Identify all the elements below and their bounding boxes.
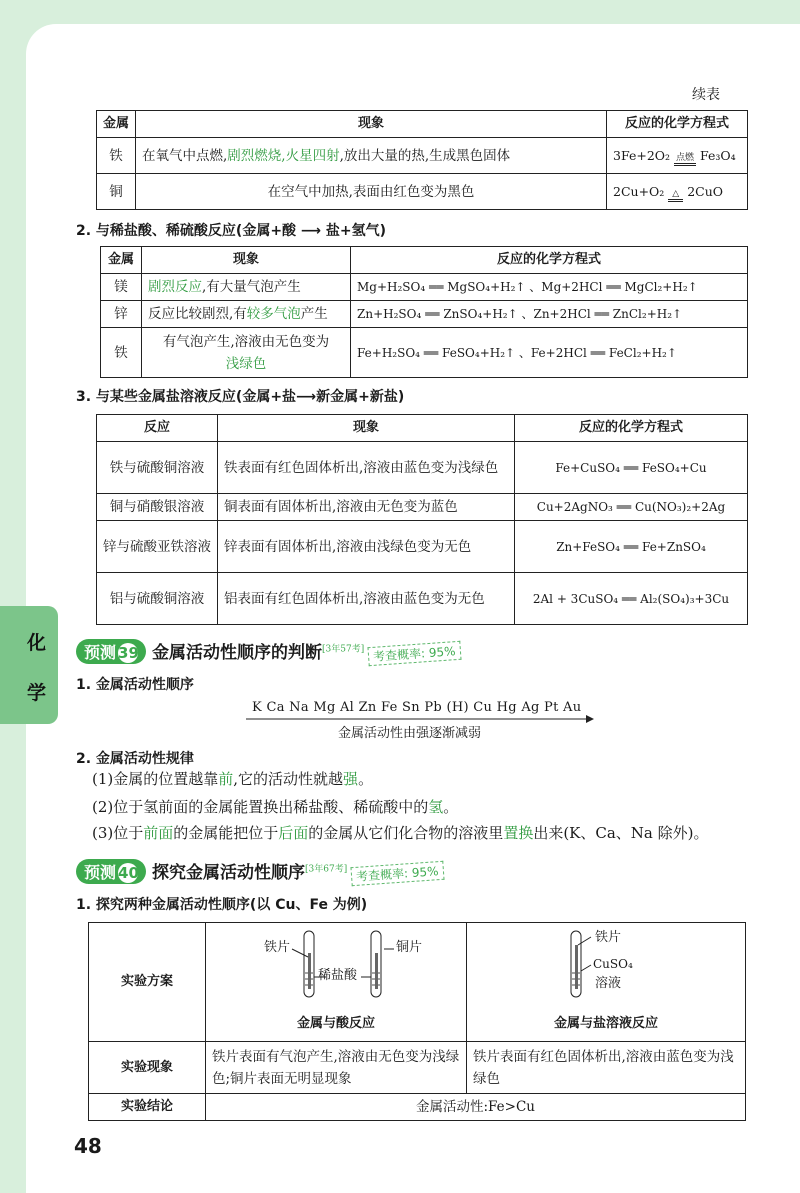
continued-label: 续表 <box>692 87 720 103</box>
cell-equation: Fe+CuSO₄ ══ FeSO₄+Cu <box>515 442 748 494</box>
text: ,放出大量的热,生成黑色固体 <box>339 147 511 164</box>
text: 。 <box>443 798 459 816</box>
highlight-text: 剧烈反应 <box>148 279 202 295</box>
activity-series-heading: 1. 金属活动性顺序 <box>76 677 194 693</box>
cell-equation: Zn+FeSO₄ ══ Fe+ZnSO₄ <box>515 521 748 573</box>
table-header: 反应 <box>97 415 218 442</box>
table-oxygen-reactions <box>96 110 748 210</box>
cell-reaction: 铜与硝酸银溶液 <box>97 494 218 521</box>
text: 反应比较剧烈,有 <box>148 306 247 322</box>
eq-left: 2Cu+O₂ <box>613 183 665 199</box>
activity-series: K Ca Na Mg Al Zn Fe Sn Pb (H) Cu Hg Ag Pt Au <box>252 700 582 715</box>
prediction-title: 探究金属活动性顺序 <box>152 863 306 883</box>
table-row <box>97 573 748 625</box>
subject-char-1: 化 <box>27 632 47 654</box>
table-header: 现象 <box>142 247 351 274</box>
table-row <box>101 274 748 301</box>
solution-label: 溶液 <box>595 976 622 991</box>
highlight-text: 氢 <box>428 798 444 816</box>
cell-phenomenon: 铁表面有红色固体析出,溶液由蓝色变为浅绿色 <box>218 442 515 494</box>
section-3-heading: 3. 与某些金属盐溶液反应(金属+盐⟶新金属+新盐) <box>76 389 405 405</box>
table-header: 反应的化学方程式 <box>515 415 748 442</box>
cell-phenomenon: 铁片表面有红色固体析出,溶液由蓝色变为浅绿色 <box>467 1042 746 1094</box>
badge-label: 预测 <box>84 643 117 662</box>
highlight-text: 强 <box>343 770 359 788</box>
table-row <box>97 138 748 174</box>
cell-reaction: 锌与硫酸亚铁溶液 <box>97 521 218 573</box>
badge-label: 预测 <box>84 863 117 882</box>
prediction-badge <box>76 859 146 884</box>
rule-2 <box>92 796 458 817</box>
explore-heading: 1. 探究两种金属活动性顺序(以 Cu、Fe 为例) <box>76 897 368 913</box>
highlight-text: 浅绿色 <box>225 355 267 372</box>
cell-phenomenon <box>136 138 607 174</box>
subject-tab <box>0 606 58 724</box>
eq-right: Fe₃O₄ <box>700 147 736 163</box>
text: (1)金属的位置越靠 <box>92 770 219 788</box>
cell-equation <box>607 138 748 174</box>
row-label: 实验方案 <box>89 923 206 1042</box>
highlight-text: 后面 <box>278 824 309 842</box>
rule-3 <box>92 822 709 843</box>
text: (3)位于 <box>92 824 144 842</box>
highlight-text: 剧烈燃烧,火星四射 <box>227 147 340 164</box>
highlight-text: 置换 <box>503 824 534 842</box>
table-row <box>101 328 748 378</box>
cell-equation: 2Al + 3CuSO₄ ══ Al₂(SO₄)₃+3Cu <box>515 573 748 625</box>
subject-char-2: 学 <box>27 682 47 704</box>
cell-equation: Zn+H₂SO₄ ══ ZnSO₄+H₂↑ 、Zn+2HCl ══ ZnCl₂+H₂↑ <box>351 301 748 328</box>
cell-reaction: 铁与硫酸铜溶液 <box>97 442 218 494</box>
exam-frequency: [3年67考] <box>305 864 348 875</box>
table-row <box>89 1042 746 1094</box>
rule-1 <box>92 768 373 789</box>
cell-phenomenon <box>142 274 351 301</box>
cell-metal: 铁 <box>101 328 142 378</box>
experiment-table <box>88 922 746 1121</box>
activity-rules-heading: 2. 金属活动性规律 <box>76 751 194 767</box>
table-row <box>97 174 748 210</box>
cell-phenomenon: 铜表面有固体析出,溶液由无色变为蓝色 <box>218 494 515 521</box>
prediction-39-header <box>76 638 461 664</box>
cell-phenomenon: 铝表面有红色固体析出,溶液由蓝色变为无色 <box>218 573 515 625</box>
text: 的金属从它们化合物的溶液里 <box>308 824 504 842</box>
cell-phenomenon: 在空气中加热,表面由红色变为黑色 <box>136 174 607 210</box>
prediction-40-header <box>76 858 444 884</box>
text: 出来(K、Ca、Na 除外)。 <box>533 824 709 842</box>
badge-number: 39 <box>118 644 139 662</box>
text: 在氧气中点燃, <box>142 147 228 164</box>
iron-label: 铁片 <box>264 940 291 955</box>
prediction-title: 金属活动性顺序的判断 <box>152 643 323 663</box>
row-label: 实验现象 <box>89 1042 206 1094</box>
page-number: 48 <box>74 1134 102 1158</box>
table-row <box>97 521 748 573</box>
cell-reaction: 铝与硫酸铜溶液 <box>97 573 218 625</box>
highlight-text: 前面 <box>143 824 174 842</box>
right-diagram-cell <box>467 923 746 1042</box>
cell-phenomenon: 铁片表面有气泡产生,溶液由无色变为浅绿色;铜片表面无明显现象 <box>206 1042 467 1094</box>
exam-probability-stamp: 考查概率: 95% <box>351 861 445 886</box>
cell-equation <box>607 174 748 210</box>
activity-caption: 金属活动性由强逐渐减弱 <box>338 726 482 741</box>
table-header: 反应的化学方程式 <box>351 247 748 274</box>
exam-frequency: [3年57考] <box>322 644 365 655</box>
text: ,有大量气泡产生 <box>202 279 301 295</box>
text: (2)位于氢前面的金属能置换出稀盐酸、稀硫酸中的 <box>92 798 429 816</box>
table-row <box>89 1094 746 1121</box>
table-acid-reactions <box>100 246 748 378</box>
table-header: 现象 <box>218 415 515 442</box>
badge-number: 40 <box>118 864 139 882</box>
eq-left: 3Fe+2O₂ <box>613 147 671 163</box>
salt-label: CuSO₄ <box>593 957 633 971</box>
table-salt-reactions <box>96 414 748 625</box>
table-row <box>89 923 746 1042</box>
left-caption: 金属与酸反应 <box>296 1016 375 1031</box>
text: 的金属能把位于 <box>173 824 279 842</box>
cell-equation: Mg+H₂SO₄ ══ MgSO₄+H₂↑ 、Mg+2HCl ══ MgCl₂+H₂↑ <box>351 274 748 301</box>
cell-equation: Fe+H₂SO₄ ══ FeSO₄+H₂↑ 、Fe+2HCl ══ FeCl₂+H₂↑ <box>351 328 748 378</box>
exam-probability-stamp: 考查概率: 95% <box>368 641 462 666</box>
cell-phenomenon <box>142 301 351 328</box>
eq-condition: △ <box>668 189 683 202</box>
copper-label: 铜片 <box>396 940 423 955</box>
text: ,它的活动性就越 <box>233 770 344 788</box>
text: 有气泡产生,溶液由无色变为 <box>162 333 330 350</box>
table-header: 金属 <box>97 111 136 138</box>
section-2-heading: 2. 与稀盐酸、稀硫酸反应(金属+酸 ⟶ 盐+氢气) <box>76 223 387 239</box>
right-caption: 金属与盐溶液反应 <box>553 1016 658 1031</box>
left-diagram-cell <box>206 923 467 1042</box>
cell-metal: 锌 <box>101 301 142 328</box>
table-row <box>97 442 748 494</box>
row-label: 实验结论 <box>89 1094 206 1121</box>
cell-equation: Cu+2AgNO₃ ══ Cu(NO₃)₂+2Ag <box>515 494 748 521</box>
cell-metal: 铜 <box>97 174 136 210</box>
acid-label: 稀盐酸 <box>318 968 358 983</box>
table-header: 现象 <box>136 111 607 138</box>
table-row <box>97 494 748 521</box>
prediction-badge <box>76 639 146 664</box>
iron-label: 铁片 <box>595 930 622 945</box>
text: 产生 <box>300 306 328 322</box>
table-header: 反应的化学方程式 <box>607 111 748 138</box>
cell-metal: 铁 <box>97 138 136 174</box>
cell-phenomenon: 锌表面有固体析出,溶液由浅绿色变为无色 <box>218 521 515 573</box>
cell-phenomenon <box>142 328 351 378</box>
eq-right: 2CuO <box>687 183 724 199</box>
cell-conclusion: 金属活动性:Fe>Cu <box>206 1094 746 1121</box>
highlight-text: 较多气泡 <box>246 306 301 322</box>
table-row <box>101 301 748 328</box>
cell-metal: 镁 <box>101 274 142 301</box>
table-header: 金属 <box>101 247 142 274</box>
text: 。 <box>358 770 374 788</box>
eq-condition: 点燃 <box>674 153 696 166</box>
highlight-text: 前 <box>218 770 234 788</box>
